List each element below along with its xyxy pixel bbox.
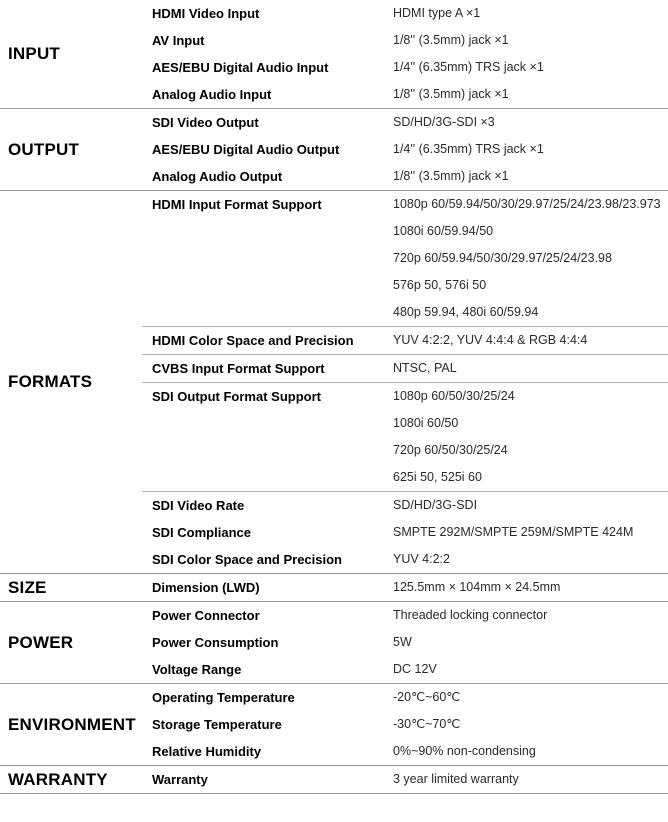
group-warranty: [0, 765, 668, 794]
category-label: WARRANTY: [8, 769, 108, 789]
spec-label: Analog Audio Output: [152, 169, 283, 184]
spec-label: Storage Temperature: [152, 717, 282, 732]
spec-label: AES/EBU Digital Audio Output: [152, 142, 340, 157]
spec-value: 1080p 60/50/30/25/24: [393, 389, 515, 403]
spec-row: [142, 382, 668, 491]
spec-label: Dimension (LWD): [152, 580, 260, 595]
spec-label: HDMI Video Input: [152, 6, 260, 21]
spec-row: [142, 519, 668, 546]
spec-value: 1080p 60/59.94/50/30/29.97/25/24/23.98/23.973: [393, 197, 661, 211]
category-label: FORMATS: [8, 372, 93, 391]
spec-label: CVBS Input Format Support: [152, 361, 325, 376]
spec-value: 125.5mm × 104mm × 24.5mm: [393, 580, 561, 594]
spec-row: [142, 163, 668, 190]
spec-row: [142, 738, 668, 765]
spec-value: 720p 60/50/30/25/24: [393, 443, 508, 457]
spec-value: 0%~90% non-condensing: [393, 744, 536, 758]
spec-row: [142, 54, 668, 81]
group-formats: [0, 190, 668, 573]
spec-value: 1/8'' (3.5mm) jack ×1: [393, 33, 509, 47]
spec-row: [142, 27, 668, 54]
spec-row: [142, 711, 668, 738]
category-label: OUTPUT: [8, 139, 80, 159]
spec-value: SD/HD/3G-SDI: [393, 498, 478, 512]
spec-value: 1/4'' (6.35mm) TRS jack ×1: [393, 142, 544, 156]
spec-value: 1080i 60/50: [393, 416, 459, 430]
spec-label: Warranty: [152, 772, 208, 787]
spec-value: SD/HD/3G-SDI ×3: [393, 115, 495, 129]
spec-value: NTSC, PAL: [393, 361, 457, 375]
spec-row: [142, 136, 668, 163]
group-power: [0, 601, 668, 683]
group-environment: [0, 683, 668, 765]
spec-label: SDI Color Space and Precision: [152, 552, 342, 567]
spec-value: 625i 50, 525i 60: [393, 470, 482, 484]
category-label: POWER: [8, 632, 74, 652]
spec-value: YUV 4:2:2: [393, 552, 450, 566]
spec-label: SDI Output Format Support: [152, 389, 321, 404]
spec-label: AV Input: [152, 33, 205, 48]
spec-row: [142, 574, 668, 601]
spec-row: [142, 81, 668, 108]
group-size: [0, 573, 668, 601]
spec-row: [142, 546, 668, 573]
spec-value: 1/4'' (6.35mm) TRS jack ×1: [393, 60, 544, 74]
spec-label: Voltage Range: [152, 662, 242, 677]
spec-label: HDMI Color Space and Precision: [152, 333, 354, 348]
spec-value: 3 year limited warranty: [393, 772, 519, 786]
spec-value: 5W: [393, 635, 412, 649]
spec-row: [142, 0, 668, 27]
spec-row: [142, 326, 668, 354]
spec-row: [142, 491, 668, 519]
spec-label: Power Connector: [152, 608, 260, 623]
spec-label: Operating Temperature: [152, 690, 295, 705]
spec-value: 480p 59.94, 480i 60/59.94: [393, 305, 539, 319]
spec-row: [142, 109, 668, 136]
spec-row: [142, 354, 668, 382]
spec-label: Analog Audio Input: [152, 87, 272, 102]
spec-value: 720p 60/59.94/50/30/29.97/25/24/23.98: [393, 251, 612, 265]
spec-label: SDI Video Rate: [152, 498, 245, 513]
spec-label: Relative Humidity: [152, 744, 262, 759]
category-label: INPUT: [8, 44, 60, 63]
spec-value: 1/8'' (3.5mm) jack ×1: [393, 87, 509, 101]
spec-label: SDI Compliance: [152, 525, 251, 540]
spec-value: 1/8'' (3.5mm) jack ×1: [393, 169, 509, 183]
spec-value: 576p 50, 576i 50: [393, 278, 487, 292]
spec-value: SMPTE 292M/SMPTE 259M/SMPTE 424M: [393, 525, 634, 539]
category-label: SIZE: [8, 577, 47, 597]
group-input: [0, 0, 668, 108]
spec-row: [142, 602, 668, 629]
spec-value: -20℃~60℃: [393, 690, 461, 704]
spec-label: Power Consumption: [152, 635, 279, 650]
spec-label: SDI Video Output: [152, 115, 259, 130]
spec-value: Threaded locking connector: [393, 608, 548, 622]
group-output: [0, 108, 668, 190]
category-label: ENVIRONMENT: [8, 714, 136, 734]
spec-label: AES/EBU Digital Audio Input: [152, 60, 329, 75]
spec-value: DC 12V: [393, 662, 437, 676]
spec-value: -30℃~70℃: [393, 717, 461, 731]
spec-row: [142, 684, 668, 711]
spec-value: HDMI type A ×1: [393, 6, 481, 20]
spec-row: [142, 191, 668, 326]
spec-value: YUV 4:2:2, YUV 4:4:4 & RGB 4:4:4: [393, 333, 588, 347]
spec-value: 1080i 60/59.94/50: [393, 224, 494, 238]
spec-row: [142, 656, 668, 683]
spec-label: HDMI Input Format Support: [152, 197, 322, 212]
spec-row: [142, 629, 668, 656]
spec-row: [142, 766, 668, 793]
